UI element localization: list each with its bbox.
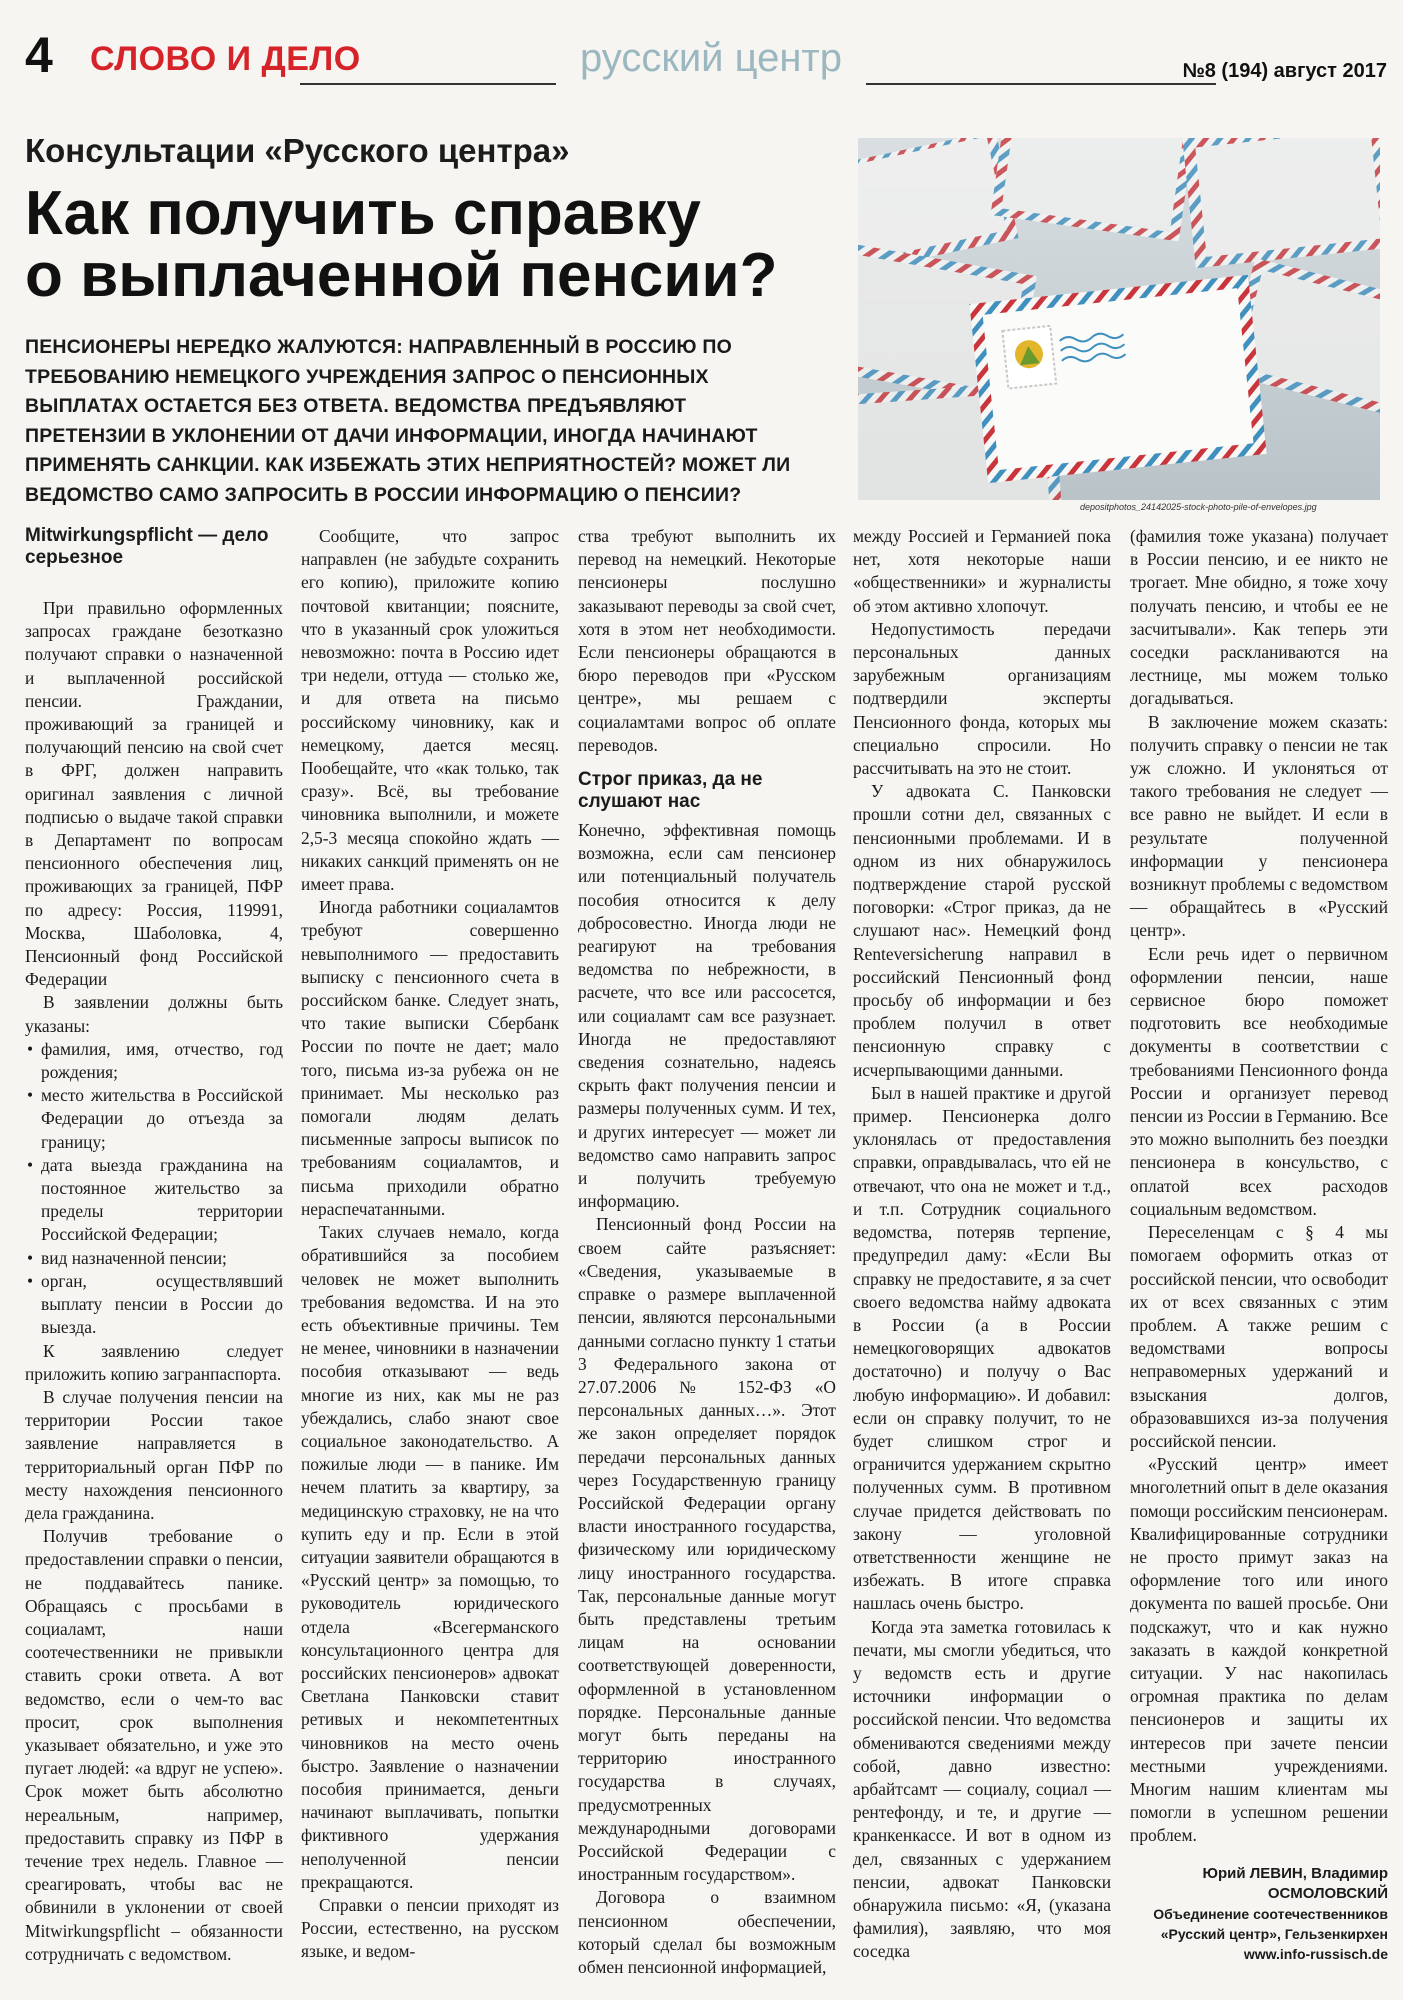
- list-item: • дата выезда гражданина на постоянное жительство за пределы территории Российской Федерации;: [25, 1154, 283, 1247]
- paragraph: Сообщите, что запрос направлен (не забудьте сохранить его копию), приложите копию почтовой квитанции; поясните, что в указанный срок уложиться невозможно: почта в Россию идет три недели, оттуда — столько же, и для ответа на письмо российскому чиновнику, как и немецкому, дается месяц. Пообещайте, что «как только, так сразу». Всё, вы требование чиновника выполнили, и можете 2,5-3 месяца спокойно ждать — никаких санкций применять он не имеет права.: [301, 526, 559, 895]
- paragraph: Пенсионный фонд России на своем сайте разъясняет: «Сведения, указываемые в справке о размере выплаченной пенсии, являются персональными данными согласно пункту 1 статьи 3 Федерального закона от 27.07.2006 № 152-ФЗ «О персональных данных…». Этот же закон определяет порядок передачи персональных данных через Государственную границу Российской Федерации органу власти иностранного государства, физическому или юридическому лицу иностранного государства. Так, персональные данные могут быть представлены третьим лицам на основании соответствующей доверенности, оформленной в установленном порядке. Персональные данные могут быть переданы на территорию иностранного государства в случаях, предусмотренных международными договорами Российской Федерации с иностранным государством».: [578, 1214, 836, 1885]
- paragraph: Иногда работники социаламтов требуют совершенно невыполнимого — предоставить выписку с пенсионного счета в российском банке. Следует знать, что такие выписки Сбербанк России по почте не дает; мало того, письма из-за рубежа он не принимает. Мы несколько раз помогали людям делать письменные запросы выписок по требованиям социаламтов, и письма приходили обратно нераспечатанными.: [301, 897, 559, 1219]
- paragraph: Договора о взаимном пенсионном обеспечении, который сделал бы возможным обмен пенсионной информацией,: [578, 1887, 836, 1977]
- paragraph: При правильно оформленных запросах граждане безотказно получают справки о назначенной и выплаченной российской пенсии. Граждании, проживающий за границей и получающий пенсию на свой счет в ФРГ, должен направить оригинал заявления с личной подписью о выдаче такой справки в Департамент по вопросам пенсионного обеспечения лиц, проживающих за границей, ПФР по адресу: Россия, 119991, Москва, Шаболовка, 4, Пенсионный фонд Российской Федерации: [25, 598, 283, 990]
- paragraph: ства требуют выполнить их перевод на немецкий. Некоторые пенсионеры послушно заказывают переводы за свой счет, хотя в этом нет необходимости. Если пенсионеры обращаются в бюро переводов при «Русском центре», мы решаем с социаламтами вопрос об оплате переводов.: [578, 526, 836, 755]
- author-names-line-2: ОСМОЛОВСКИЙ: [1267, 1884, 1388, 1902]
- article-kicker: Консультации «Русского центра»: [25, 132, 570, 169]
- article-column-3: [578, 525, 836, 1979]
- paragraph: «Русский центр» имеет многолетний опыт в деле оказания помощи российским пенсионерам. Квалифицированные сотрудники не просто примут заказ на оформление того или иного документа по вашей просьбе. Они подскажут, что и как нужно заказать в каждой конкретной ситуации. У нас накопилась огромная практика по делам пенсионеров и защиты их интересов при зачете пенсии местными учреждениями. Многим нашим клиентам мы помогли в успешном решении проблем.: [1130, 1454, 1388, 1846]
- author-organization-line-2: «Русский центр», Гельзенкирхен: [1160, 1925, 1388, 1942]
- author-signature: [1130, 1864, 1388, 1964]
- author-names-line-1: Юрий ЛЕВИН, Владимир: [1202, 1864, 1388, 1882]
- paragraph: Справки о пенсии приходят из России, естественно, на русском языке, и ведом-: [301, 1894, 559, 1962]
- paragraph: Таких случаев немало, когда обратившийся за пособием человек не может выполнить требования ведомства. И на это есть объективные причины. Тем не менее, чиновники в назначении пособия отказывают — ведь многие из них, как мы не раз убеждались, слабо знают свое социальное законодательство. А пожилые люди — в панике. Им нечем платить за квартиру, за медицинскую страховку, не на что купить еду и пр. Если в этой ситуации заявители обращаются в «Русский центр» за помощью, то руководитель юридического отдела «Всегерманского консультационного центра для российских пенсионеров» адвокат Светлана Панковски ставит ретивых и некомпетентных чиновников на место очень быстро. Заявление о назначении пособия принимается, деньги начинают выплачивать, попытки фиктивного удержания неполученной пенсии прекращаются.: [301, 1222, 559, 1892]
- column-subheading: Строг приказ, да не слушают нас: [578, 769, 763, 813]
- paragraph: Если речь идет о первичном оформлении пенсии, наше сервисное бюро поможет подготовить все необходимые документы в соответствии с требованиями Пенсионного фонда России и организует перевод пенсии из России в Германию. Все это можно выполнить без поездки пенсионера в консульство, с оплатой всех расходов социальным ведомством.: [1130, 943, 1388, 1219]
- paragraph: Был в нашей практике и другой пример. Пенсионерка долго уклонялась от предоставления справки, оправдывалась, что ей не отвечают, что она не может и т.д., и т.п. Сотрудник социального ведомства, потеряв терпение, предупредил даму: «Если Вы справку не предоставите, я за счет своего ведомства найму адвоката в России (а в России немецкоговорящих адвокатов достаточно) и получу о Вас любую информацию». И добавил: если он справку получит, то не будет слишком строг и ограничится удержанием скрытно полученных сумм. В противном случае придется действовать по закону — уголовной ответственности женщине не избежать. В итоге справка нашлась очень быстро.: [853, 1082, 1111, 1614]
- paragraph: между Россией и Германией пока нет, хотя некоторые наши «общественники» и журналисты об этом активно хлопочут.: [853, 526, 1111, 616]
- paragraph: (фамилия тоже указана) получает в России пенсию, и ее никто не трогает. Мне обидно, я тоже хочу получать пенсию, и чтобы ее не засчитывали». Как теперь эти соседки раскланиваются на лестнице, мы можем только догадываться.: [1130, 526, 1388, 709]
- paragraph: К заявлению следует приложить копию загранпаспорта.: [25, 1340, 283, 1384]
- section-title: русский центр: [579, 36, 842, 80]
- author-website: www.info-russisch.de: [1243, 1945, 1388, 1962]
- list-item: • вид назначенной пенсии;: [25, 1247, 283, 1270]
- list-item: • фамилия, имя, отчество, год рождения;: [25, 1038, 283, 1084]
- article-column-5: [1130, 525, 1388, 1964]
- list-item: • место жительства в Российской Федерации до отъезда за границу;: [25, 1084, 283, 1154]
- headline-line-1: Как получить справку: [25, 179, 701, 248]
- article-headline: [25, 179, 845, 310]
- headline-line-2: о выплаченной пенсии?: [25, 241, 778, 310]
- column-subheading: Mitwirkungspflicht — дело серьезное: [25, 525, 269, 568]
- author-organization-line-1: Объединение соотечественников: [1153, 1905, 1388, 1922]
- paragraph: Переселенцам с § 4 мы помогаем оформить отказ от российской пенсии, что освободит их от всех связанных с этим проблем. А также решим с ведомствами вопросы неправомерных удержаний и взыскания долгов, образовавшихся из-за получения российской пенсии.: [1130, 1222, 1388, 1451]
- header-rule-left: [300, 83, 556, 85]
- paragraph: В заключение можем сказать: получить справку о пенсии не так уж сложно. И уклоняться от такого требования не следует — все равно не выйдет. И если в результате полученной информации у пенсионера возникнут проблемы с ведомством — обращайтесь в «Русский центр».: [1130, 711, 1388, 941]
- paragraph: В заявлении должны быть указаны:: [25, 992, 283, 1036]
- paragraph: У адвоката С. Панковски прошли сотни дел, связанных с пенсионными проблемами. И в одном из них обнаружилось подтверждение старой русской поговорки: «Строг приказ, да не слушают нас». Немецкий фонд Renteversicherung направил в российский Пенсионный фонд просьбу об информации и без проблем получил в ответ пенсионную справку с исчерпывающими данными.: [853, 781, 1111, 1080]
- masthead: [0, 0, 1403, 96]
- paragraph: Недопустимость передачи персональных данных зарубежным организациям подтвердили эксперты Пенсионного фонда, которых мы специально спросили. Но рассчитывать на это не стоит.: [853, 618, 1111, 779]
- paragraph: Конечно, эффективная помощь возможна, если сам пенсионер или потенциальный получатель пособия относится к делу добросовестно. Иногда люди не реагируют на требования ведомства по небрежности, в расчете, что все или рассосется, или социаламт сам все разузнает. Иногда не предоставляют сведения сознательно, надеясь скрыть факт получения пенсии и размеры полученных сумм. И тех, и других интересует — может ли ведомство само направить запрос и получить требуемую информацию.: [578, 820, 836, 1212]
- required-fields-list: [25, 1038, 283, 1340]
- newspaper-brand: СЛОВО И ДЕЛО: [90, 40, 361, 78]
- photo-credit: depositphotos_24142025-stock-photo-pile-of-envelopes.jpg: [1080, 502, 1317, 512]
- envelopes-photo: [858, 138, 1380, 500]
- issue-info: №8 (194) август 2017: [1182, 60, 1387, 82]
- article-lead: ПЕНСИОНЕРЫ НЕРЕДКО ЖАЛУЮТСЯ: НАПРАВЛЕННЫЙ В РОССИЮ ПО ТРЕБОВАНИЮ НЕМЕЦКОГО УЧРЕЖДЕНИЯ ЗАПРОС О ПЕНСИОННЫХ ВЫПЛАТАХ ОСТАЕТСЯ БЕЗ ОТВЕТА. ВЕДОМСТВА ПРЕДЪЯВЛЯЮТ ПРЕТЕНЗИИ В УКЛОНЕНИИ ОТ ДАЧИ ИНФОРМАЦИИ, ИНОГДА НАЧИНАЮТ ПРИМЕНЯТЬ САНКЦИИ. КАК ИЗБЕЖАТЬ ЭТИХ НЕПРИЯТНОСТЕЙ? МОЖЕТ ЛИ ВЕДОМСТВО САМО ЗАПРОСИТЬ В РОССИИ ИНФОРМАЦИЮ О ПЕНСИИ?: [25, 336, 791, 506]
- list-item: • орган, осуществлявший выплату пенсии в России до выезда.: [25, 1270, 283, 1340]
- paragraph: Получив требование о предоставлении справки о пенсии, не поддавайтесь панике. Обращаясь с просьбами в социаламт, наши соотечественники не привыкли ставить сроки ответа. А вот ведомство, если о чем-то вас просит, срок выполнения указывает обязательно, и уже это пугает людей: «а вдруг не успею». Срок может быть абсолютно нереальным, например, предоставить справку из ПФР в течение трех недель. Главное — среагировать, чтобы вас не обвинили в уклонении от своей Mitwirkungspflicht – обязанности сотрудничать с ведомством.: [25, 1526, 283, 1964]
- article-column-4: [853, 525, 1111, 1964]
- paragraph: Когда эта заметка готовилась к печати, мы смогли убедиться, что у ведомств есть и другие источники информации о российской пенсии. Что ведомства обмениваются сведениями между собой, давно известно: арбайтсамт — социалу, социал — рентефонду, и те, и другие — кранкенкассе. И вот в одном из дел, связанных с удержанием пенсии, адвокат Панковски обнаружила письмо: «Я, (указана фамилия), заявляю, что моя соседка: [853, 1616, 1111, 1962]
- article-column-2: [301, 525, 559, 1964]
- paragraph: В случае получения пенсии на территории России такое заявление направляется в территориальный орган ПФР по месту нахождения пенсионного дела гражданина.: [25, 1386, 283, 1523]
- article-column-1: [25, 525, 283, 1966]
- page-number: 4: [25, 27, 53, 83]
- header-rule-right: [866, 83, 1216, 85]
- envelopes-illustration: [858, 138, 1380, 500]
